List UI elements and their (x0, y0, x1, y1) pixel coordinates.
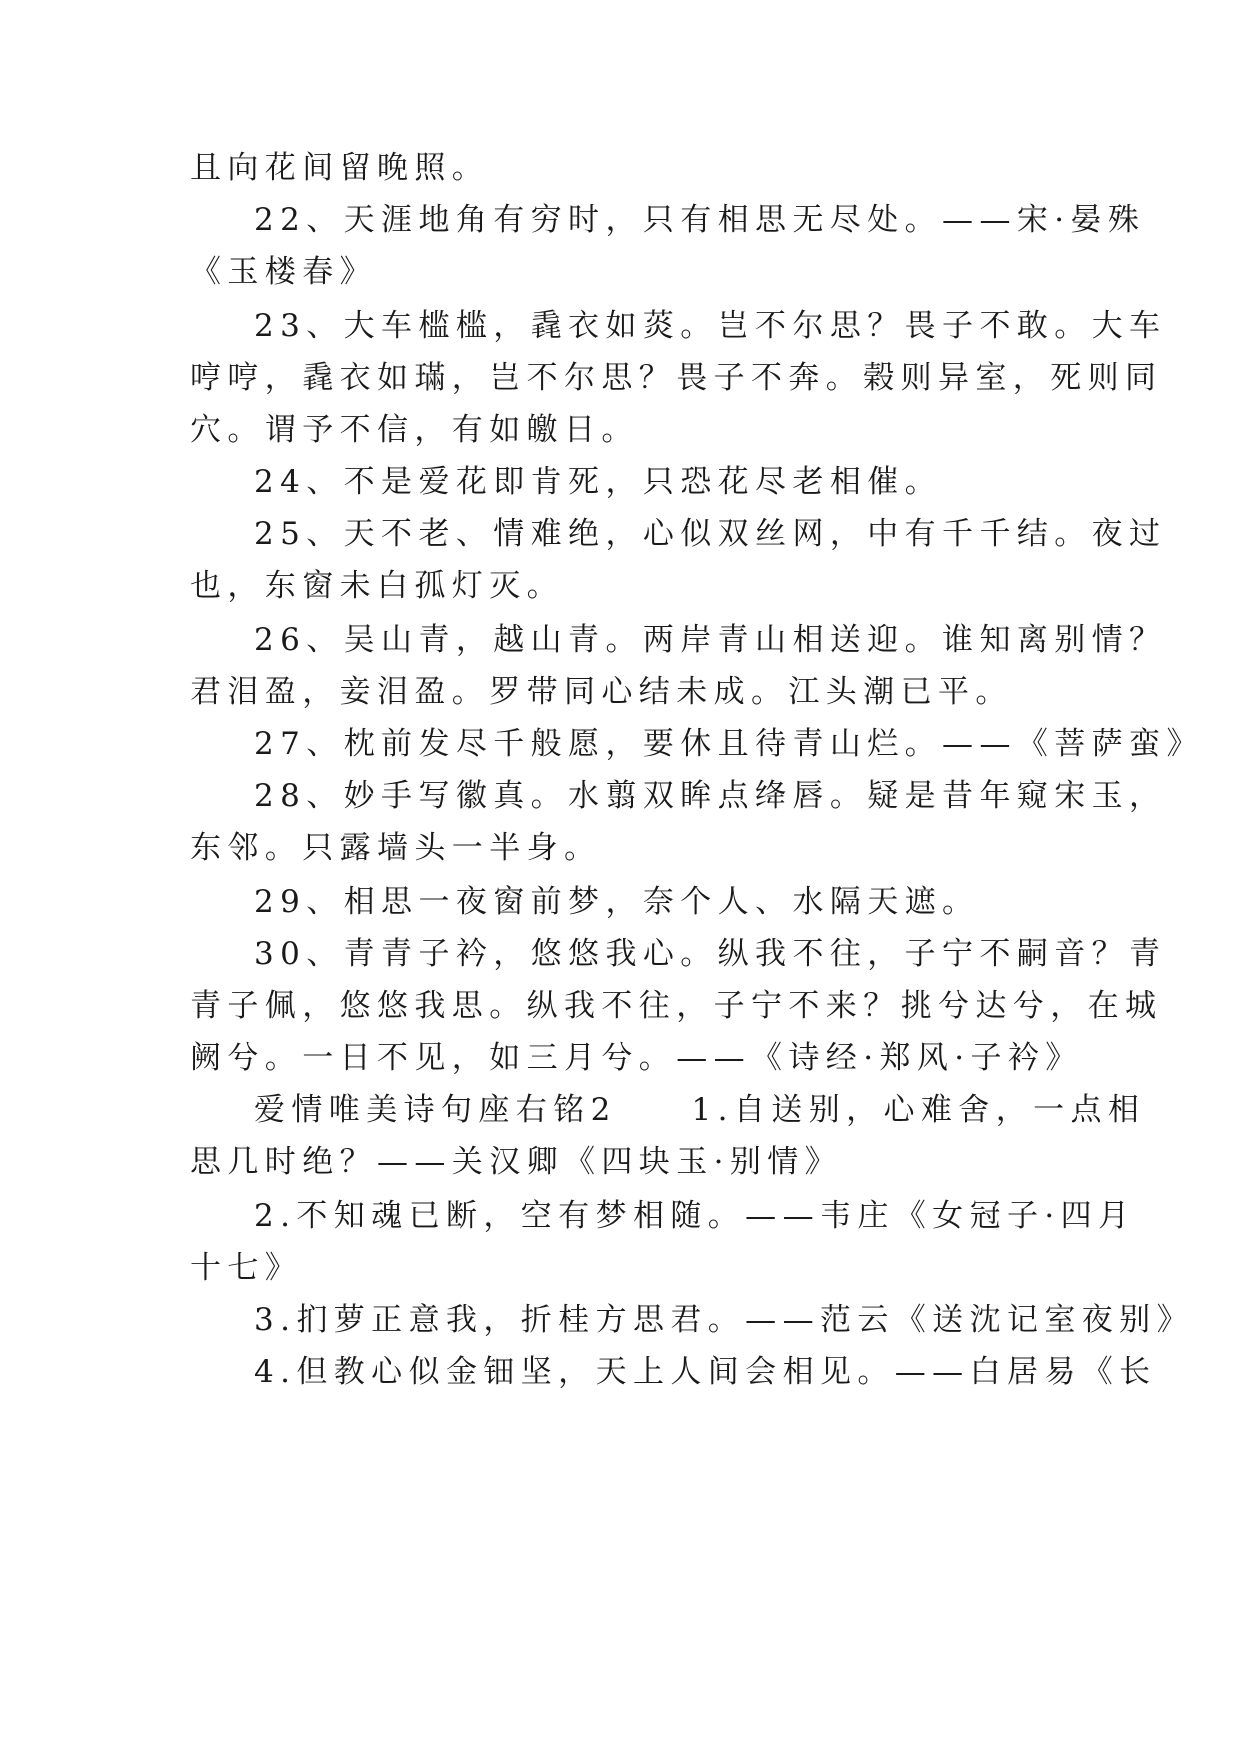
text-line: 29、相思一夜窗前梦，奈个人、水隔天遮。 (254, 884, 980, 920)
text-line: 穴。谓予不信，有如皦日。 (190, 412, 639, 448)
text-line: 25、天不老、情难绝，心似双丝网，中有千千结。夜过 (254, 516, 1167, 552)
text-line: 26、吴山青，越山青。两岸青山相送迎。谁知离别情？ (254, 622, 1167, 658)
text-line: 哼哼，毳衣如璊，岂不尔思？畏子不奔。榖则异室，死则同 (190, 360, 1163, 396)
text-line: 27、枕前发尽千般愿，要休且待青山烂。——《菩萨蛮》 (254, 726, 1204, 762)
text-line: 28、妙手写徽真。水翦双眸点绛唇。疑是昔年窥宋玉， (254, 778, 1167, 814)
text-line: 青子佩，悠悠我思。纵我不往，子宁不来？挑兮达兮，在城 (190, 988, 1163, 1024)
text-line: 2.不知魂已断，空有梦相随。——韦庄《女冠子·四月 (254, 1198, 1136, 1234)
text-line: 思几时绝？——关汉卿《四块玉·别情》 (190, 1144, 843, 1180)
text-line: 十七》 (190, 1250, 303, 1286)
text-line: 4.但教心似金钿坚，天上人间会相见。——白居易《长 (254, 1354, 1157, 1390)
text-line: 3.扪萝正意我，折桂方思君。——范云《送沈记室夜别》 (254, 1302, 1194, 1338)
text-line: 君泪盈，妾泪盈。罗带同心结未成。江头潮已平。 (190, 674, 1013, 710)
text-line: 23、大车槛槛，毳衣如菼。岂不尔思？畏子不敢。大车 (254, 308, 1167, 344)
text-line: 《玉楼春》 (190, 254, 377, 290)
text-line: 30、青青子衿，悠悠我心。纵我不往，子宁不嗣音？青 (254, 936, 1167, 972)
text-line: 且向花间留晚照。 (190, 150, 490, 186)
text-line: 24、不是爱花即肯死，只恐花尽老相催。 (254, 464, 943, 500)
text-line: 也，东窗未白孤灯灭。 (190, 568, 564, 604)
text-line: 阙兮。一日不见，如三月兮。——《诗经·郑风·子衿》 (190, 1040, 1083, 1076)
text-line: 22、天涯地角有穷时，只有相思无尽处。——宋·晏殊 (254, 202, 1146, 238)
text-line: 东邻。只露墙头一半身。 (190, 830, 602, 866)
text-line: 爱情唯美诗句座右铭2 1.自送别，心难舍，一点相 (254, 1092, 1146, 1128)
